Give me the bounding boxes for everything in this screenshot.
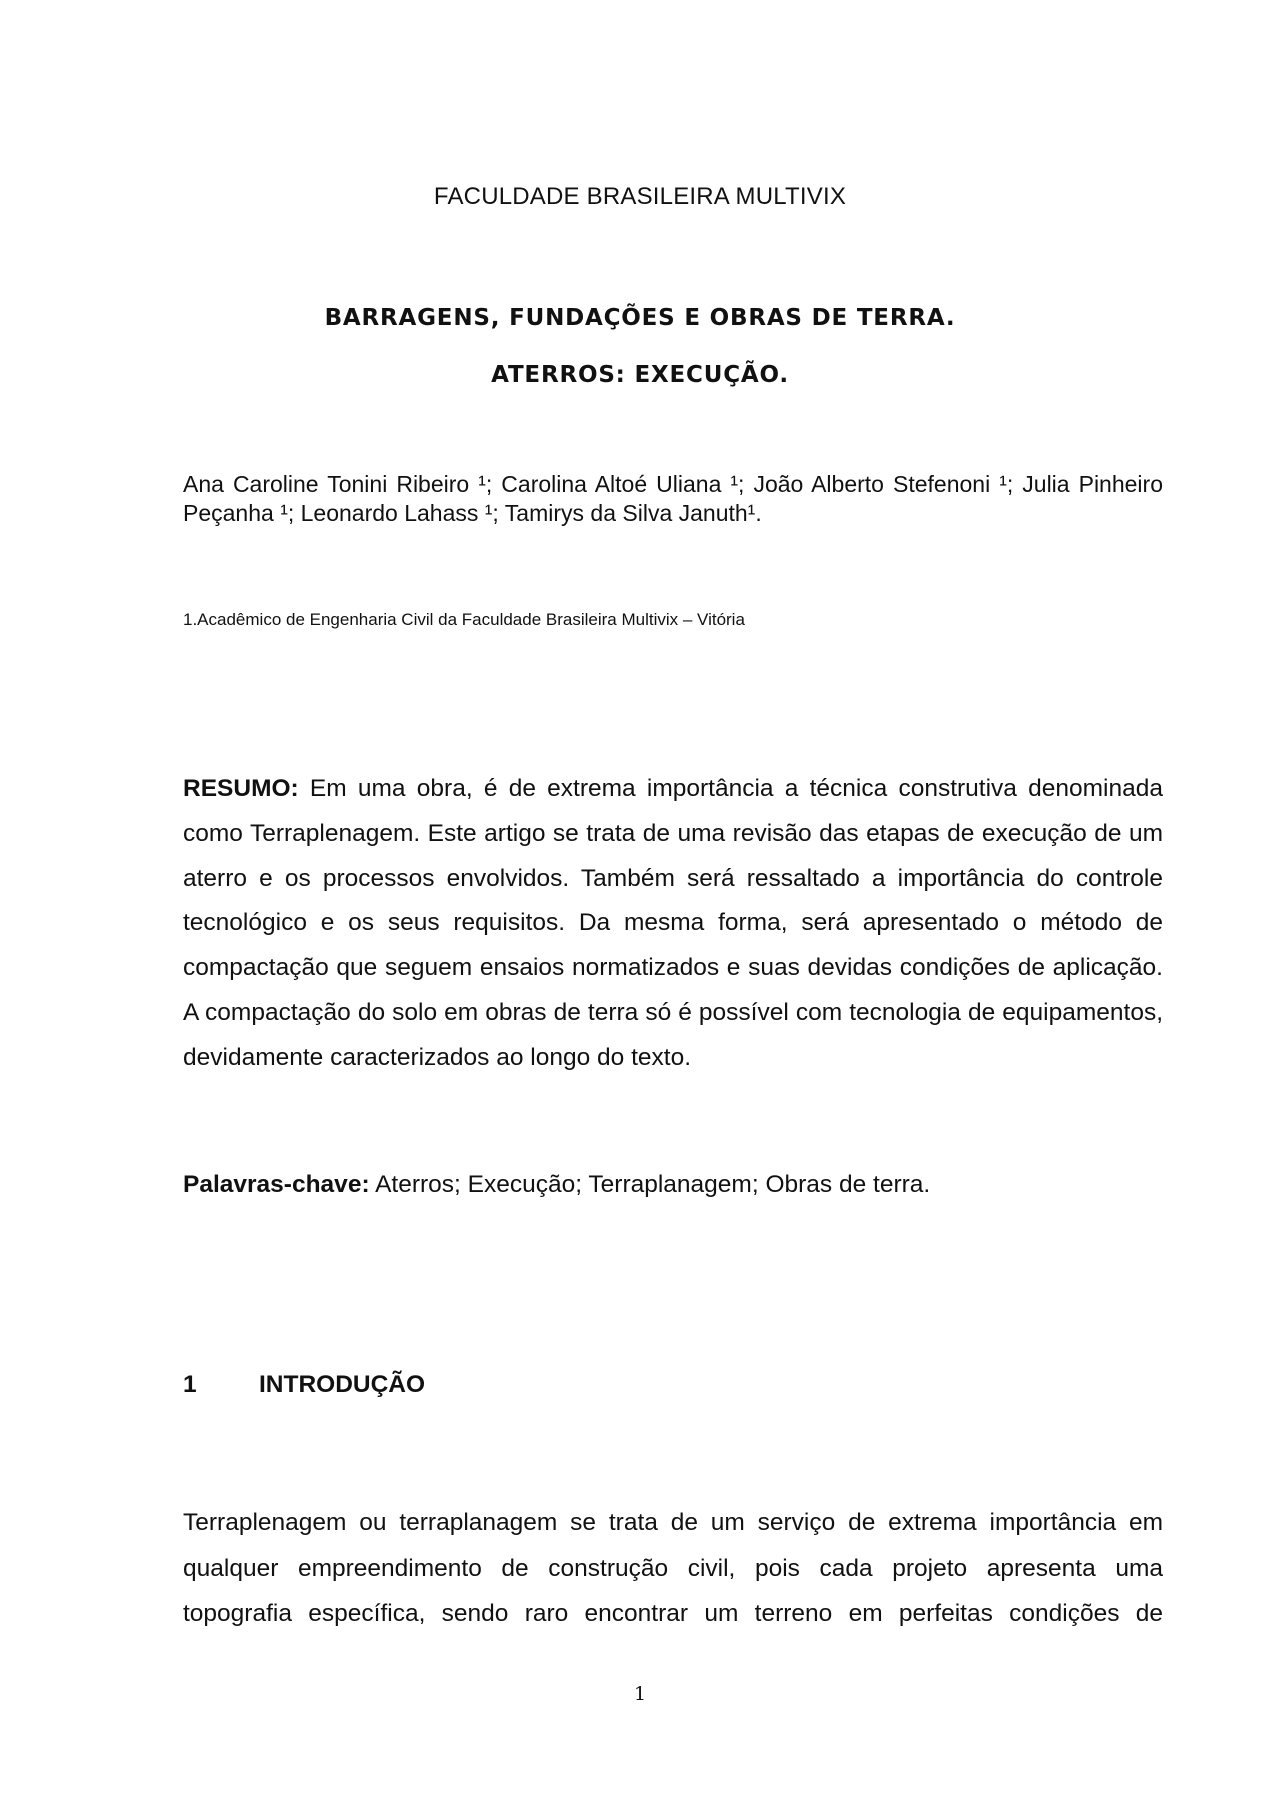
keywords-label: Palavras-chave:	[183, 1171, 370, 1198]
section-title: INTRODUÇÃO	[259, 1371, 426, 1398]
page-number: 1	[633, 1683, 647, 1705]
paper-title: BARRAGENS, FUNDAÇÕES E OBRAS DE TERRA.	[324, 305, 956, 331]
body-paragraph: Terraplenagem ou terraplanagem se trata de um serviço de extrema importância em qualquer empreendimento de construção civil, pois cada projeto apresenta uma topografia específica, sendo raro encontrar um terreno em perfeitas condições de	[183, 1509, 1163, 1627]
institution-name: FACULDADE BRASILEIRA MULTIVIX	[433, 183, 847, 210]
abstract-label: RESUMO:	[183, 775, 299, 802]
section-number: 1	[183, 1371, 197, 1398]
abstract-text: Em uma obra, é de extrema importância a técnica construtiva denominada como Terraplenagem. Este artigo se trata de uma revisão das etapas de execução de um aterro e os processos envolvidos. Também será ressaltado a importância do controle tecnológico e os seus requisitos. Da mesma forma, será apresentado o método de compactação que seguem ensaios normatizados e suas devidas condições de aplicação. A compactação do solo em obras de terra só é possível com tecnologia de equipamentos, devidamente caracterizados ao longo do texto.	[183, 775, 1163, 1071]
author-list: Ana Caroline Tonini Ribeiro ¹; Carolina Altoé Uliana ¹; João Alberto Stefenoni ¹; Julia Pinheiro Peçanha ¹; Leonardo Lahass ¹; Tamirys da Silva Januth¹.	[183, 471, 1163, 526]
author-affiliation: 1.Acadêmico de Engenharia Civil da Faculdade Brasileira Multivix – Vitória	[183, 610, 745, 629]
section-heading	[183, 1371, 1163, 1399]
keywords	[183, 1171, 1163, 1199]
keywords-text: Aterros; Execução; Terraplanagem; Obras de terra.	[369, 1171, 931, 1198]
paper-subtitle: ATERROS: EXECUÇÃO.	[491, 362, 789, 388]
abstract	[183, 767, 1163, 1081]
